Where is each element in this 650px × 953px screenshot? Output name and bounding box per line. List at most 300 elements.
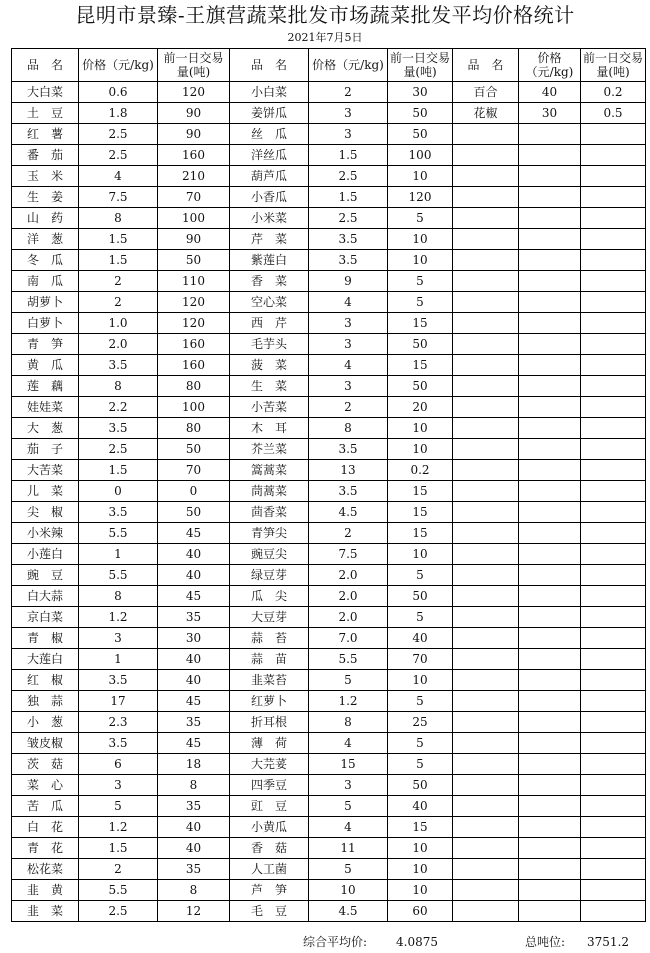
table-row <box>12 376 646 397</box>
cell-volume: 40 <box>158 544 230 565</box>
cell-volume: 15 <box>388 481 453 502</box>
table-row <box>12 271 646 292</box>
cell-volume <box>581 124 646 145</box>
cell-name <box>453 460 519 481</box>
cell-volume <box>581 859 646 880</box>
cell-volume <box>581 691 646 712</box>
cell-price <box>519 418 581 439</box>
cell-price: 2 <box>79 271 158 292</box>
cell-volume <box>581 880 646 901</box>
cell-volume: 50 <box>158 250 230 271</box>
cell-name: 豌 豆 <box>12 565 79 586</box>
cell-name: 白萝卜 <box>12 313 79 334</box>
cell-price: 3.5 <box>79 355 158 376</box>
cell-price: 1.5 <box>79 838 158 859</box>
cell-volume: 0 <box>158 481 230 502</box>
cell-price <box>519 838 581 859</box>
cell-name: 洋丝瓜 <box>230 145 309 166</box>
cell-volume: 5 <box>388 691 453 712</box>
cell-name: 韭菜苔 <box>230 670 309 691</box>
cell-volume: 120 <box>158 82 230 103</box>
cell-price <box>519 271 581 292</box>
cell-volume: 100 <box>388 145 453 166</box>
cell-volume: 45 <box>158 586 230 607</box>
table-row <box>12 880 646 901</box>
cell-volume <box>581 523 646 544</box>
table-row <box>12 313 646 334</box>
cell-name <box>453 397 519 418</box>
cell-name <box>453 355 519 376</box>
cell-price: 1.5 <box>309 187 388 208</box>
cell-name: 红 椒 <box>12 670 79 691</box>
header-volume: 前一日交易量(吨) <box>581 49 646 82</box>
cell-price: 0.6 <box>79 82 158 103</box>
cell-volume: 40 <box>158 565 230 586</box>
cell-name <box>453 439 519 460</box>
cell-price: 5.5 <box>79 523 158 544</box>
cell-name <box>453 607 519 628</box>
cell-price <box>519 124 581 145</box>
cell-name <box>453 628 519 649</box>
cell-name: 青 花 <box>12 838 79 859</box>
cell-name <box>453 817 519 838</box>
header-price: 价格（元/kg) <box>519 49 581 82</box>
cell-volume: 50 <box>388 334 453 355</box>
cell-volume: 10 <box>388 838 453 859</box>
cell-price: 1.8 <box>79 103 158 124</box>
cell-price <box>519 481 581 502</box>
cell-price: 7.5 <box>79 187 158 208</box>
cell-name: 毛芋头 <box>230 334 309 355</box>
cell-price: 11 <box>309 838 388 859</box>
cell-volume <box>581 544 646 565</box>
cell-name <box>453 271 519 292</box>
cell-volume: 40 <box>158 670 230 691</box>
cell-name: 青 笋 <box>12 334 79 355</box>
table-row <box>12 250 646 271</box>
cell-name <box>453 859 519 880</box>
cell-price: 2.5 <box>309 166 388 187</box>
cell-price: 3 <box>79 775 158 796</box>
cell-price: 5.5 <box>309 649 388 670</box>
table-row <box>12 502 646 523</box>
table-row <box>12 439 646 460</box>
cell-volume: 0.2 <box>388 460 453 481</box>
cell-price: 1.2 <box>79 817 158 838</box>
cell-volume <box>581 586 646 607</box>
cell-price: 8 <box>79 376 158 397</box>
cell-price: 5.5 <box>79 565 158 586</box>
cell-volume: 10 <box>388 544 453 565</box>
cell-volume: 5 <box>388 292 453 313</box>
cell-price: 2 <box>309 523 388 544</box>
cell-volume <box>581 355 646 376</box>
price-table <box>11 48 646 922</box>
cell-price <box>519 754 581 775</box>
table-row <box>12 859 646 880</box>
cell-name <box>453 166 519 187</box>
cell-volume: 50 <box>388 124 453 145</box>
cell-name: 大豆芽 <box>230 607 309 628</box>
cell-price <box>519 187 581 208</box>
cell-volume: 8 <box>158 775 230 796</box>
cell-price: 3.5 <box>309 250 388 271</box>
cell-name: 皱皮椒 <box>12 733 79 754</box>
cell-price: 2.5 <box>79 439 158 460</box>
table-row <box>12 649 646 670</box>
cell-name: 大白菜 <box>12 82 79 103</box>
page-title: 昆明市景臻-王旗营蔬菜批发市场蔬菜批发平均价格统计 <box>75 3 575 27</box>
cell-volume: 18 <box>158 754 230 775</box>
cell-price <box>519 166 581 187</box>
cell-name: 空心菜 <box>230 292 309 313</box>
table-row <box>12 103 646 124</box>
cell-price <box>519 880 581 901</box>
table-row <box>12 544 646 565</box>
cell-volume <box>581 733 646 754</box>
cell-volume: 80 <box>158 376 230 397</box>
cell-price: 4 <box>309 292 388 313</box>
cell-volume <box>581 292 646 313</box>
cell-name: 山 药 <box>12 208 79 229</box>
cell-price: 5.5 <box>79 880 158 901</box>
cell-name <box>453 523 519 544</box>
cell-price: 2.0 <box>309 607 388 628</box>
cell-price <box>519 796 581 817</box>
cell-price <box>519 376 581 397</box>
cell-volume: 12 <box>158 901 230 922</box>
cell-price: 4 <box>309 733 388 754</box>
cell-volume <box>581 250 646 271</box>
cell-price <box>519 523 581 544</box>
cell-name <box>453 712 519 733</box>
cell-name <box>453 691 519 712</box>
table-row <box>12 82 646 103</box>
cell-price: 0 <box>79 481 158 502</box>
cell-name: 洋 葱 <box>12 229 79 250</box>
cell-name: 胡萝卜 <box>12 292 79 313</box>
table-row <box>12 775 646 796</box>
cell-volume: 40 <box>158 838 230 859</box>
cell-volume: 60 <box>388 901 453 922</box>
cell-price: 4 <box>309 817 388 838</box>
table-row <box>12 607 646 628</box>
cell-price: 2.0 <box>309 565 388 586</box>
table-row <box>12 733 646 754</box>
cell-price <box>519 250 581 271</box>
cell-name: 大莲白 <box>12 649 79 670</box>
cell-price: 3.5 <box>309 229 388 250</box>
cell-volume: 0.5 <box>581 103 646 124</box>
cell-name <box>453 124 519 145</box>
cell-name <box>453 334 519 355</box>
cell-name: 大芫荽 <box>230 754 309 775</box>
cell-price: 2.5 <box>309 208 388 229</box>
header-name: 品 名 <box>230 49 309 82</box>
cell-volume: 50 <box>388 103 453 124</box>
cell-volume: 35 <box>158 796 230 817</box>
cell-price <box>519 733 581 754</box>
cell-name: 菠 菜 <box>230 355 309 376</box>
cell-name <box>453 880 519 901</box>
cell-name: 豌豆尖 <box>230 544 309 565</box>
cell-volume: 120 <box>158 313 230 334</box>
cell-volume <box>581 565 646 586</box>
cell-price <box>519 775 581 796</box>
cell-volume <box>581 460 646 481</box>
cell-price: 8 <box>309 418 388 439</box>
table-row <box>12 418 646 439</box>
cell-name: 茼蒿菜 <box>230 481 309 502</box>
cell-name: 紫莲白 <box>230 250 309 271</box>
cell-name: 玉 米 <box>12 166 79 187</box>
total-tonnage-label: 总吨位: <box>525 935 566 949</box>
cell-volume: 45 <box>158 733 230 754</box>
average-price-label: 综合平均价: <box>303 935 368 949</box>
cell-name: 尖 椒 <box>12 502 79 523</box>
cell-name <box>453 145 519 166</box>
cell-volume: 210 <box>158 166 230 187</box>
cell-name: 韭 菜 <box>12 901 79 922</box>
cell-volume: 5 <box>388 733 453 754</box>
cell-price: 2 <box>79 292 158 313</box>
cell-price <box>519 229 581 250</box>
cell-name <box>453 796 519 817</box>
cell-name: 人工菌 <box>230 859 309 880</box>
table-row <box>12 523 646 544</box>
cell-price: 2.5 <box>79 145 158 166</box>
cell-price: 3 <box>309 376 388 397</box>
cell-name: 小米辣 <box>12 523 79 544</box>
cell-price: 7.0 <box>309 628 388 649</box>
cell-name: 生 菜 <box>230 376 309 397</box>
cell-name: 蒜 苗 <box>230 649 309 670</box>
cell-price <box>519 712 581 733</box>
cell-name: 大 葱 <box>12 418 79 439</box>
cell-volume: 90 <box>158 103 230 124</box>
cell-price: 3.5 <box>79 502 158 523</box>
cell-name: 红萝卜 <box>230 691 309 712</box>
cell-name: 韭 黄 <box>12 880 79 901</box>
cell-name: 黄 瓜 <box>12 355 79 376</box>
cell-name: 西 芹 <box>230 313 309 334</box>
cell-volume <box>581 229 646 250</box>
cell-price <box>519 691 581 712</box>
table-row <box>12 754 646 775</box>
table-row <box>12 565 646 586</box>
cell-price: 3 <box>309 313 388 334</box>
cell-price: 5 <box>309 670 388 691</box>
table-row <box>12 229 646 250</box>
cell-price: 2 <box>309 82 388 103</box>
cell-name: 蒜 苔 <box>230 628 309 649</box>
table-row <box>12 586 646 607</box>
table-row <box>12 292 646 313</box>
cell-price <box>519 145 581 166</box>
cell-name: 茴香菜 <box>230 502 309 523</box>
table-row <box>12 838 646 859</box>
cell-name <box>453 901 519 922</box>
cell-price: 30 <box>519 103 581 124</box>
cell-name: 青笋尖 <box>230 523 309 544</box>
cell-volume <box>581 334 646 355</box>
cell-name <box>453 733 519 754</box>
cell-name: 姜饼瓜 <box>230 103 309 124</box>
header-name: 品 名 <box>453 49 519 82</box>
table-row <box>12 397 646 418</box>
cell-name: 京白菜 <box>12 607 79 628</box>
cell-name: 毛 豆 <box>230 901 309 922</box>
cell-price: 17 <box>79 691 158 712</box>
cell-volume <box>581 271 646 292</box>
cell-name <box>453 670 519 691</box>
cell-price: 4.5 <box>309 502 388 523</box>
cell-volume: 15 <box>388 523 453 544</box>
cell-price: 5 <box>309 796 388 817</box>
cell-price <box>519 859 581 880</box>
cell-price: 1 <box>79 544 158 565</box>
cell-name: 茄 子 <box>12 439 79 460</box>
cell-name: 独 蒜 <box>12 691 79 712</box>
cell-volume: 50 <box>388 586 453 607</box>
cell-price: 3.5 <box>79 418 158 439</box>
cell-volume: 100 <box>158 397 230 418</box>
cell-volume: 160 <box>158 145 230 166</box>
cell-name <box>453 586 519 607</box>
cell-name: 折耳根 <box>230 712 309 733</box>
cell-name: 芦 笋 <box>230 880 309 901</box>
cell-volume <box>581 166 646 187</box>
cell-volume: 8 <box>158 880 230 901</box>
cell-name <box>453 187 519 208</box>
cell-name <box>453 292 519 313</box>
cell-name: 瓜 尖 <box>230 586 309 607</box>
table-row <box>12 817 646 838</box>
cell-volume: 70 <box>158 460 230 481</box>
cell-name: 豇 豆 <box>230 796 309 817</box>
cell-price: 2.2 <box>79 397 158 418</box>
cell-price: 8 <box>309 712 388 733</box>
cell-price <box>519 628 581 649</box>
cell-price <box>519 439 581 460</box>
cell-volume: 5 <box>388 565 453 586</box>
cell-name: 香 菇 <box>230 838 309 859</box>
cell-name: 茨 菇 <box>12 754 79 775</box>
cell-price: 7.5 <box>309 544 388 565</box>
cell-volume: 90 <box>158 124 230 145</box>
report-date: 2021年7月5日 <box>287 31 363 44</box>
cell-volume: 0.2 <box>581 82 646 103</box>
cell-volume: 100 <box>158 208 230 229</box>
cell-price: 2.5 <box>79 901 158 922</box>
cell-volume <box>581 838 646 859</box>
cell-price <box>519 586 581 607</box>
cell-volume: 10 <box>388 670 453 691</box>
cell-name: 南 瓜 <box>12 271 79 292</box>
cell-price: 3.5 <box>309 439 388 460</box>
cell-name: 白大蒜 <box>12 586 79 607</box>
cell-price: 1.2 <box>79 607 158 628</box>
cell-name: 儿 菜 <box>12 481 79 502</box>
cell-price <box>519 502 581 523</box>
cell-name: 百合 <box>453 82 519 103</box>
cell-price: 1.0 <box>79 313 158 334</box>
cell-price: 8 <box>79 586 158 607</box>
cell-name: 莲 藕 <box>12 376 79 397</box>
cell-volume <box>581 502 646 523</box>
cell-name: 篙蒿菜 <box>230 460 309 481</box>
cell-volume: 10 <box>388 418 453 439</box>
cell-volume: 35 <box>158 712 230 733</box>
table-row <box>12 208 646 229</box>
cell-price: 1.2 <box>309 691 388 712</box>
cell-volume <box>581 481 646 502</box>
cell-name: 娃娃菜 <box>12 397 79 418</box>
cell-volume <box>581 649 646 670</box>
table-row <box>12 166 646 187</box>
cell-volume: 15 <box>388 313 453 334</box>
cell-volume: 70 <box>388 649 453 670</box>
cell-volume: 40 <box>388 796 453 817</box>
cell-price: 3 <box>79 628 158 649</box>
cell-volume <box>581 901 646 922</box>
cell-volume: 15 <box>388 817 453 838</box>
cell-volume: 5 <box>388 607 453 628</box>
cell-volume: 45 <box>158 691 230 712</box>
cell-name: 红 薯 <box>12 124 79 145</box>
cell-volume: 110 <box>158 271 230 292</box>
cell-name: 小 葱 <box>12 712 79 733</box>
cell-price: 1.5 <box>79 460 158 481</box>
table-row <box>12 796 646 817</box>
cell-price: 3 <box>309 124 388 145</box>
cell-volume: 10 <box>388 250 453 271</box>
cell-price <box>519 292 581 313</box>
header-volume: 前一日交易量(吨) <box>388 49 453 82</box>
cell-price: 4.5 <box>309 901 388 922</box>
cell-name <box>453 250 519 271</box>
cell-volume <box>581 439 646 460</box>
cell-price: 3.5 <box>79 733 158 754</box>
cell-volume: 50 <box>388 376 453 397</box>
cell-name: 丝 瓜 <box>230 124 309 145</box>
cell-name <box>453 376 519 397</box>
table-row <box>12 670 646 691</box>
cell-volume <box>581 607 646 628</box>
cell-price <box>519 334 581 355</box>
cell-name <box>453 649 519 670</box>
cell-volume: 10 <box>388 229 453 250</box>
cell-name <box>453 418 519 439</box>
cell-volume: 120 <box>158 292 230 313</box>
cell-name <box>453 313 519 334</box>
cell-volume: 40 <box>158 817 230 838</box>
cell-name <box>453 481 519 502</box>
cell-name <box>453 208 519 229</box>
cell-price: 13 <box>309 460 388 481</box>
cell-name: 菜 心 <box>12 775 79 796</box>
cell-price: 4 <box>79 166 158 187</box>
cell-volume: 20 <box>388 397 453 418</box>
cell-name <box>453 565 519 586</box>
cell-name: 四季豆 <box>230 775 309 796</box>
cell-volume: 10 <box>388 166 453 187</box>
table-row <box>12 712 646 733</box>
cell-volume: 50 <box>158 439 230 460</box>
cell-price <box>519 817 581 838</box>
cell-price <box>519 544 581 565</box>
cell-price: 3.5 <box>309 481 388 502</box>
